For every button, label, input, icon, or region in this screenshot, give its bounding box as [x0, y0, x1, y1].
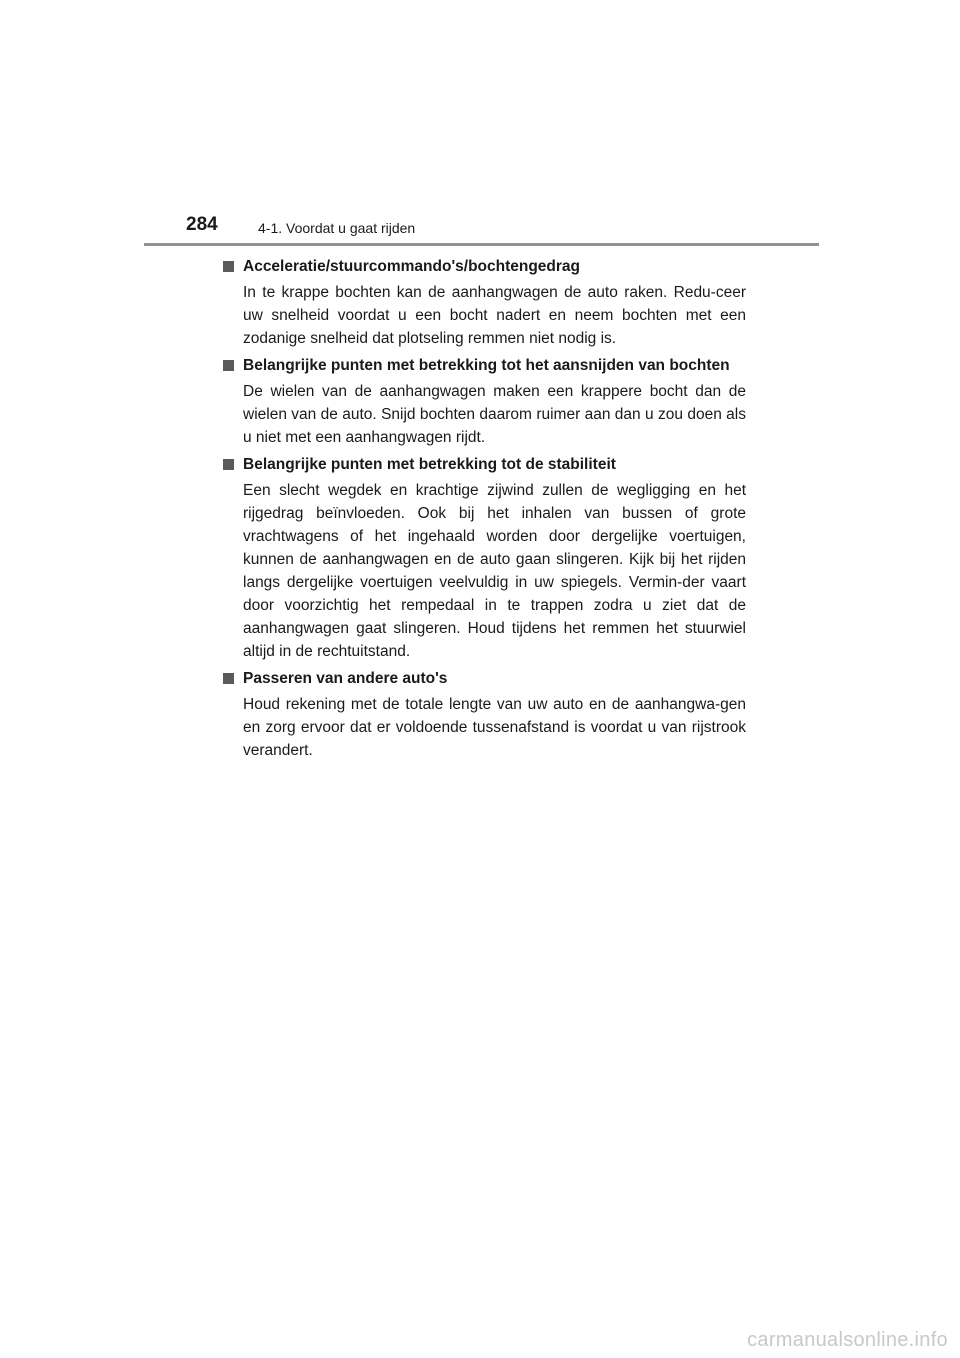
section-heading-text: Belangrijke punten met betrekking tot het aansnijden van bochten: [243, 357, 730, 374]
section-heading: [223, 667, 746, 690]
square-bullet-icon: [223, 261, 234, 272]
section-body: Houd rekening met de totale lengte van uw auto en de aanhangwa-gen en zorg ervoor dat er voldoende tussenafstand is voordat u van rijstrook verandert.: [243, 696, 746, 759]
square-bullet-icon: [223, 360, 234, 371]
chapter-label: 4-1. Voordat u gaat rijden: [258, 220, 416, 236]
section-body: In te krappe bochten kan de aanhangwagen de auto raken. Redu-ceer uw snelheid voordat u een bocht nadert en neem bochten met een zodanige snelheid dat plotseling remmen niet nodig is.: [243, 284, 746, 347]
section-heading-text: Acceleratie/stuurcommando's/bochtengedrag: [243, 258, 581, 275]
section-heading: [223, 354, 746, 377]
section-heading-text: Passeren van andere auto's: [243, 670, 448, 687]
watermark: carmanualsonline.info: [747, 1329, 948, 1351]
header-divider: [144, 243, 819, 246]
section-stability: [223, 453, 746, 663]
page-header: [0, 0, 960, 250]
section-heading-text: Belangrijke punten met betrekking tot de stabiliteit: [243, 456, 616, 473]
square-bullet-icon: [223, 673, 234, 684]
page-number: 284: [186, 214, 218, 235]
section-acceleration: [223, 255, 746, 350]
section-passing: [223, 667, 746, 762]
section-heading: [223, 255, 746, 278]
page-content: [223, 255, 746, 766]
section-body: Een slecht wegdek en krachtige zijwind zullen de wegligging en het rijgedrag beïnvloeden. Ook bij het inhalen van bussen of grote vrachtwagens of het ingehaald worden door dergelijke voertuigen, kunnen de aanhangwagen en de auto gaan slingeren. Kijk bij het rijden langs dergelijke voertuigen veelvuldig in uw spiegels. Vermin-der vaart door voorzichtig het rempedaal in te trappen zodra u ziet dat de aanhangwagen gaat slingeren. Houd tijdens het remmen het stuurwiel altijd in de rechtuitstand.: [243, 482, 746, 660]
section-body: De wielen van de aanhangwagen maken een krappere bocht dan de wielen van de auto. Snijd bochten daarom ruimer aan dan u zou doen als u niet met een aanhangwagen rijdt.: [243, 383, 746, 446]
section-heading: [223, 453, 746, 476]
section-cornering: [223, 354, 746, 449]
square-bullet-icon: [223, 459, 234, 470]
